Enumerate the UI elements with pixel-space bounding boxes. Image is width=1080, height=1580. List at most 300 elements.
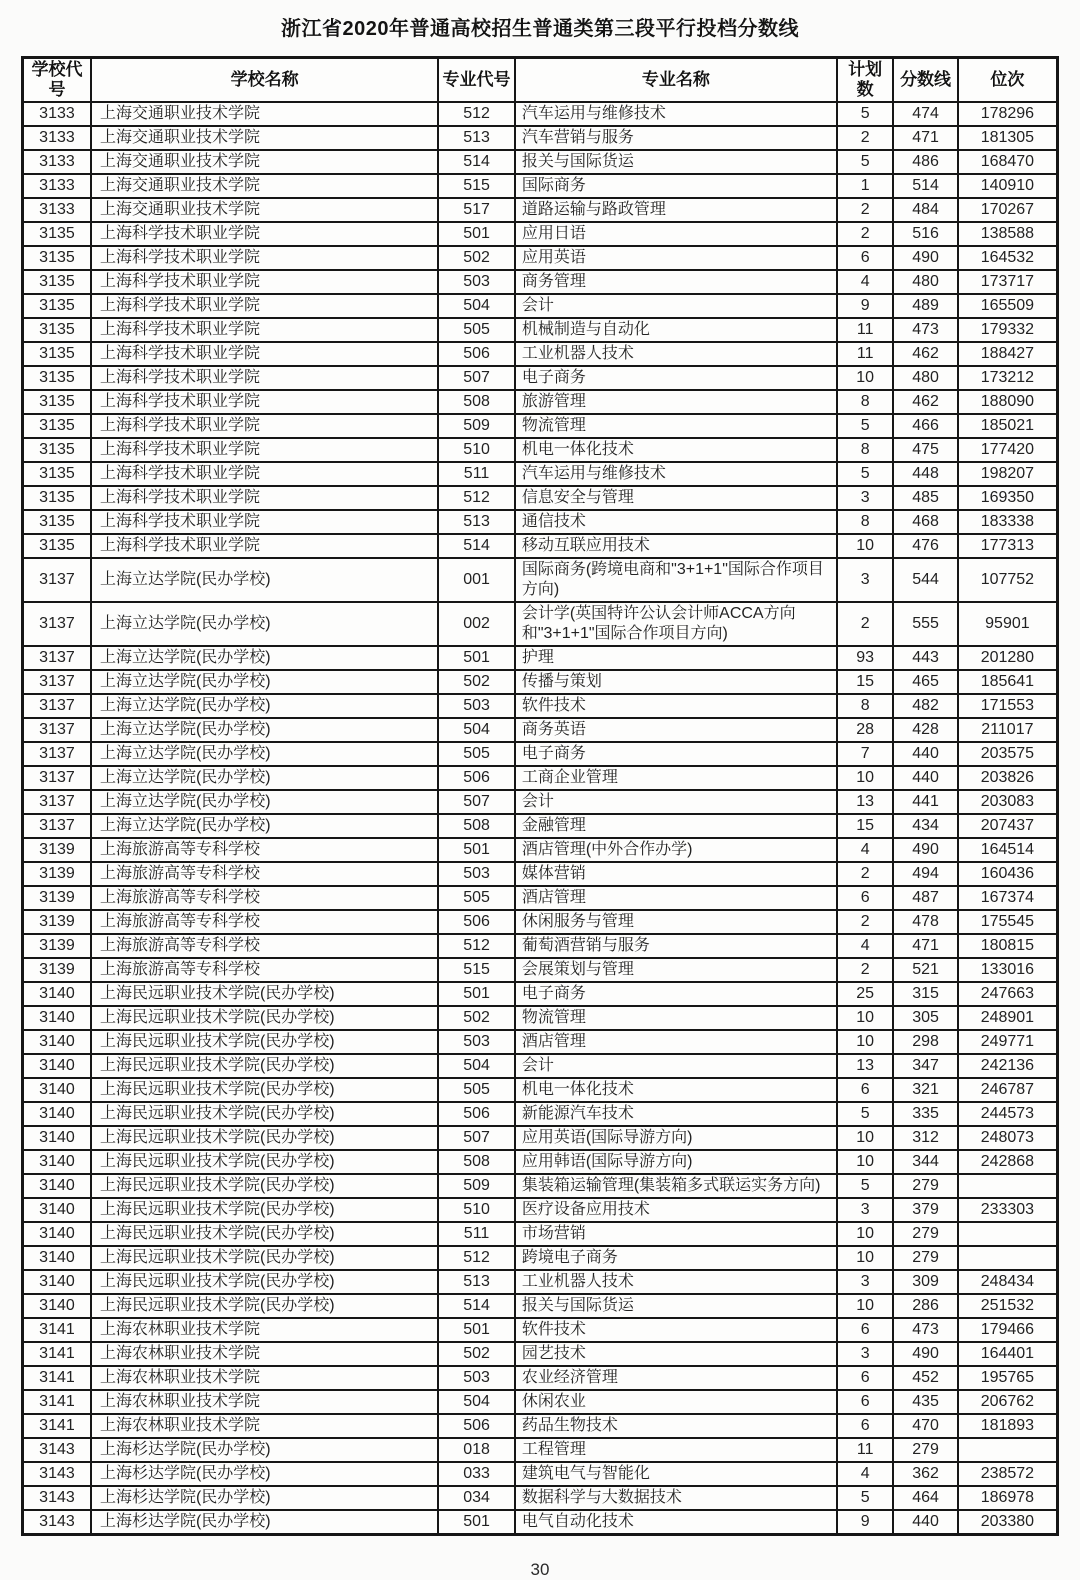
major_name-cell: 酒店管理(中外合作办学) [515,838,837,862]
score_line-cell: 480 [893,270,957,294]
school_code-cell: 3140 [23,1294,91,1318]
major_code-cell: 502 [438,1342,515,1366]
table-row [23,694,1058,718]
major_code-cell: 501 [438,982,515,1006]
score_line-cell: 465 [893,670,957,694]
score_line-cell: 475 [893,438,957,462]
school_name-cell: 上海民远职业技术学院(民办学校) [91,1030,438,1054]
major_name-cell: 电子商务 [515,742,837,766]
table-row [23,534,1058,558]
school_code-cell: 3143 [23,1486,91,1510]
school_code-cell: 3139 [23,934,91,958]
school_name-cell: 上海杉达学院(民办学校) [91,1438,438,1462]
score_line-cell: 466 [893,414,957,438]
school_name-cell: 上海立达学院(民办学校) [91,790,438,814]
school_code-cell: 3140 [23,1030,91,1054]
school_name-cell: 上海杉达学院(民办学校) [91,1462,438,1486]
plan_count-cell: 3 [837,558,893,602]
major_code-cell: 033 [438,1462,515,1486]
table-row [23,366,1058,390]
school_code-cell: 3137 [23,646,91,670]
plan_count-cell: 9 [837,1510,893,1535]
school_name-cell: 上海民远职业技术学院(民办学校) [91,982,438,1006]
school_name-cell: 上海科学技术职业学院 [91,318,438,342]
plan_count-cell: 10 [837,766,893,790]
rank-cell: 248901 [958,1006,1058,1030]
school_name-cell: 上海交通职业技术学院 [91,150,438,174]
school_name-cell: 上海农林职业技术学院 [91,1318,438,1342]
major_code-cell: 512 [438,934,515,958]
table-row [23,126,1058,150]
rank-cell [958,1438,1058,1462]
score_line-cell: 494 [893,862,957,886]
major_name-cell: 传播与策划 [515,670,837,694]
major_name-cell: 国际商务(跨境电商和"3+1+1"国际合作项目方向) [515,558,837,602]
plan_count-cell: 11 [837,318,893,342]
school_code-cell: 3139 [23,862,91,886]
table-row [23,790,1058,814]
rank-cell: 242868 [958,1150,1058,1174]
plan_count-cell: 10 [837,1222,893,1246]
major_code-cell: 513 [438,1270,515,1294]
school_code-cell: 3137 [23,718,91,742]
school_name-cell: 上海交通职业技术学院 [91,126,438,150]
school_code-cell: 3140 [23,1006,91,1030]
major_code-cell: 501 [438,646,515,670]
plan_count-cell: 93 [837,646,893,670]
major_code-cell: 511 [438,1222,515,1246]
plan_count-cell: 2 [837,958,893,982]
rank-cell: 183338 [958,510,1058,534]
rank-cell: 165509 [958,294,1058,318]
major_name-cell: 会计 [515,294,837,318]
table-row [23,294,1058,318]
school_code-cell: 3139 [23,910,91,934]
school_code-cell: 3135 [23,318,91,342]
plan_count-cell: 15 [837,814,893,838]
table-row [23,1390,1058,1414]
school_name-cell: 上海立达学院(民办学校) [91,670,438,694]
table-row [23,1510,1058,1535]
rank-cell: 206762 [958,1390,1058,1414]
plan_count-cell: 10 [837,534,893,558]
table-row [23,1342,1058,1366]
major_code-cell: 505 [438,742,515,766]
school_code-cell: 3133 [23,174,91,198]
school_name-cell: 上海杉达学院(民办学校) [91,1486,438,1510]
score_line-cell: 514 [893,174,957,198]
rank-cell: 188427 [958,342,1058,366]
major_name-cell: 电子商务 [515,982,837,1006]
plan_count-cell: 8 [837,510,893,534]
plan_count-cell: 2 [837,602,893,646]
major_name-cell: 旅游管理 [515,390,837,414]
table-row [23,1102,1058,1126]
rank-cell: 246787 [958,1078,1058,1102]
major_name-cell: 移动互联应用技术 [515,534,837,558]
plan_count-cell: 10 [837,1030,893,1054]
rank-cell: 181893 [958,1414,1058,1438]
rank-cell: 179466 [958,1318,1058,1342]
score_line-cell: 471 [893,126,957,150]
score_line-cell: 279 [893,1222,957,1246]
table-row [23,1366,1058,1390]
school_name-cell: 上海立达学院(民办学校) [91,602,438,646]
major_code-cell: 504 [438,1054,515,1078]
school_code-cell: 3135 [23,414,91,438]
major_code-cell: 502 [438,670,515,694]
school_code-cell: 3141 [23,1390,91,1414]
school_code-cell: 3140 [23,1270,91,1294]
table-row [23,342,1058,366]
score_line-cell: 490 [893,246,957,270]
school_code-cell: 3135 [23,510,91,534]
school_name-cell: 上海民远职业技术学院(民办学校) [91,1006,438,1030]
score_line-cell: 544 [893,558,957,602]
major_code-cell: 506 [438,1414,515,1438]
school_code-cell: 3141 [23,1342,91,1366]
school_name-cell: 上海立达学院(民办学校) [91,646,438,670]
school_name-cell: 上海民远职业技术学院(民办学校) [91,1246,438,1270]
school_name-cell: 上海科学技术职业学院 [91,438,438,462]
score-table [21,56,1059,1536]
school_code-cell: 3135 [23,390,91,414]
major_code-cell: 504 [438,294,515,318]
major_code-cell: 502 [438,246,515,270]
school_code-cell: 3137 [23,558,91,602]
rank-cell: 107752 [958,558,1058,602]
plan_count-cell: 3 [837,1270,893,1294]
table-row [23,270,1058,294]
table-row [23,318,1058,342]
table-row [23,1270,1058,1294]
school_code-cell: 3140 [23,1246,91,1270]
major_name-cell: 电子商务 [515,366,837,390]
major_code-cell: 517 [438,198,515,222]
score_line-cell: 490 [893,1342,957,1366]
plan_count-cell: 5 [837,150,893,174]
school_name-cell: 上海民远职业技术学院(民办学校) [91,1270,438,1294]
table-row [23,1174,1058,1198]
score_line-cell: 321 [893,1078,957,1102]
school_code-cell: 3135 [23,342,91,366]
plan_count-cell: 8 [837,390,893,414]
rank-cell: 251532 [958,1294,1058,1318]
school_code-cell: 3139 [23,886,91,910]
page-number: 30 [530,1560,550,1579]
table-row [23,1246,1058,1270]
school_name-cell: 上海农林职业技术学院 [91,1366,438,1390]
rank-cell: 181305 [958,126,1058,150]
major_name-cell: 跨境电子商务 [515,1246,837,1270]
rank-cell: 160436 [958,862,1058,886]
score_line-cell: 476 [893,534,957,558]
school_name-cell: 上海立达学院(民办学校) [91,742,438,766]
major_code-cell: 503 [438,862,515,886]
school_name-cell: 上海民远职业技术学院(民办学校) [91,1054,438,1078]
rank-cell: 175545 [958,910,1058,934]
school_code-cell: 3140 [23,1222,91,1246]
major_name-cell: 护理 [515,646,837,670]
plan_count-cell: 10 [837,366,893,390]
column-header-school_code: 学校代号 [23,58,91,103]
major_name-cell: 汽车运用与维修技术 [515,102,837,126]
school_code-cell: 3137 [23,670,91,694]
major_code-cell: 504 [438,718,515,742]
table-header-row [23,58,1058,103]
major_code-cell: 505 [438,318,515,342]
major_name-cell: 应用英语(国际导游方向) [515,1126,837,1150]
score_line-cell: 315 [893,982,957,1006]
score_line-cell: 489 [893,294,957,318]
score_line-cell: 347 [893,1054,957,1078]
table-row [23,174,1058,198]
school_name-cell: 上海民远职业技术学院(民办学校) [91,1174,438,1198]
major_code-cell: 506 [438,342,515,366]
school_name-cell: 上海民远职业技术学院(民办学校) [91,1078,438,1102]
school_name-cell: 上海科学技术职业学院 [91,222,438,246]
rank-cell: 164532 [958,246,1058,270]
score_line-cell: 473 [893,318,957,342]
score_line-cell: 312 [893,1126,957,1150]
major_code-cell: 503 [438,694,515,718]
plan_count-cell: 15 [837,670,893,694]
major_name-cell: 葡萄酒营销与服务 [515,934,837,958]
school_name-cell: 上海民远职业技术学院(民办学校) [91,1198,438,1222]
major_name-cell: 报关与国际货运 [515,1294,837,1318]
plan_count-cell: 2 [837,910,893,934]
major_code-cell: 508 [438,1150,515,1174]
major_name-cell: 媒体营销 [515,862,837,886]
rank-cell: 211017 [958,718,1058,742]
plan_count-cell: 6 [837,246,893,270]
major_code-cell: 514 [438,150,515,174]
plan_count-cell: 5 [837,414,893,438]
plan_count-cell: 3 [837,1342,893,1366]
plan_count-cell: 10 [837,1294,893,1318]
plan_count-cell: 6 [837,1078,893,1102]
score_line-cell: 490 [893,838,957,862]
school_code-cell: 3133 [23,126,91,150]
plan_count-cell: 8 [837,438,893,462]
plan_count-cell: 9 [837,294,893,318]
plan_count-cell: 2 [837,126,893,150]
major_code-cell: 514 [438,534,515,558]
major_code-cell: 503 [438,1366,515,1390]
major_code-cell: 515 [438,958,515,982]
major_name-cell: 会展策划与管理 [515,958,837,982]
score_line-cell: 344 [893,1150,957,1174]
plan_count-cell: 5 [837,1486,893,1510]
school_name-cell: 上海交通职业技术学院 [91,174,438,198]
major_code-cell: 509 [438,1174,515,1198]
rank-cell: 247663 [958,982,1058,1006]
rank-cell: 201280 [958,646,1058,670]
school_code-cell: 3141 [23,1318,91,1342]
rank-cell: 164514 [958,838,1058,862]
school_name-cell: 上海旅游高等专科学校 [91,934,438,958]
plan_count-cell: 2 [837,862,893,886]
major_name-cell: 道路运输与路政管理 [515,198,837,222]
major_code-cell: 507 [438,1126,515,1150]
rank-cell: 179332 [958,318,1058,342]
major_name-cell: 机械制造与自动化 [515,318,837,342]
rank-cell: 180815 [958,934,1058,958]
school_code-cell: 3135 [23,486,91,510]
school_code-cell: 3135 [23,246,91,270]
rank-cell [958,1174,1058,1198]
table-row [23,1486,1058,1510]
rank-cell: 248073 [958,1126,1058,1150]
rank-cell: 185021 [958,414,1058,438]
plan_count-cell: 6 [837,1318,893,1342]
school_name-cell: 上海科学技术职业学院 [91,390,438,414]
plan_count-cell: 7 [837,742,893,766]
table-row [23,814,1058,838]
plan_count-cell: 10 [837,1150,893,1174]
major_name-cell: 园艺技术 [515,1342,837,1366]
score_line-cell: 434 [893,814,957,838]
score_line-cell: 448 [893,462,957,486]
major_name-cell: 应用韩语(国际导游方向) [515,1150,837,1174]
school_name-cell: 上海立达学院(民办学校) [91,814,438,838]
plan_count-cell: 5 [837,1174,893,1198]
table-row [23,390,1058,414]
table-row [23,602,1058,646]
table-body [23,102,1058,1535]
rank-cell: 242136 [958,1054,1058,1078]
score_line-cell: 335 [893,1102,957,1126]
major_code-cell: 510 [438,438,515,462]
plan_count-cell: 25 [837,982,893,1006]
major_code-cell: 513 [438,126,515,150]
major_code-cell: 503 [438,270,515,294]
table-row [23,1438,1058,1462]
column-header-major_name: 专业名称 [515,58,837,103]
school_code-cell: 3140 [23,1174,91,1198]
major_name-cell: 休闲农业 [515,1390,837,1414]
major_code-cell: 034 [438,1486,515,1510]
rank-cell: 171553 [958,694,1058,718]
major_name-cell: 信息安全与管理 [515,486,837,510]
plan_count-cell: 6 [837,886,893,910]
school_code-cell: 3143 [23,1462,91,1486]
score_line-cell: 480 [893,366,957,390]
major_name-cell: 通信技术 [515,510,837,534]
school_code-cell: 3140 [23,1078,91,1102]
score_line-cell: 305 [893,1006,957,1030]
score_line-cell: 555 [893,602,957,646]
major_name-cell: 休闲服务与管理 [515,910,837,934]
major_code-cell: 511 [438,462,515,486]
plan_count-cell: 11 [837,342,893,366]
school_name-cell: 上海农林职业技术学院 [91,1390,438,1414]
plan_count-cell: 6 [837,1414,893,1438]
plan_count-cell: 3 [837,486,893,510]
table-row [23,1006,1058,1030]
table-row [23,438,1058,462]
table-row [23,150,1058,174]
plan_count-cell: 10 [837,1006,893,1030]
plan_count-cell: 10 [837,1246,893,1270]
school_name-cell: 上海科学技术职业学院 [91,486,438,510]
school_code-cell: 3140 [23,1198,91,1222]
school_name-cell: 上海农林职业技术学院 [91,1342,438,1366]
table-row [23,982,1058,1006]
major_name-cell: 物流管理 [515,414,837,438]
table-row [23,670,1058,694]
score_line-cell: 485 [893,486,957,510]
school_name-cell: 上海旅游高等专科学校 [91,862,438,886]
score_line-cell: 482 [893,694,957,718]
major_name-cell: 建筑电气与智能化 [515,1462,837,1486]
major_code-cell: 506 [438,910,515,934]
table-row [23,462,1058,486]
school_name-cell: 上海民远职业技术学院(民办学校) [91,1150,438,1174]
rank-cell: 185641 [958,670,1058,694]
score_line-cell: 428 [893,718,957,742]
table-row [23,1318,1058,1342]
plan_count-cell: 13 [837,1054,893,1078]
school_code-cell: 3135 [23,534,91,558]
plan_count-cell: 4 [837,934,893,958]
school_code-cell: 3135 [23,462,91,486]
school_code-cell: 3140 [23,982,91,1006]
major_name-cell: 酒店管理 [515,886,837,910]
rank-cell [958,1246,1058,1270]
score_line-cell: 462 [893,342,957,366]
school_code-cell: 3140 [23,1102,91,1126]
plan_count-cell: 5 [837,1102,893,1126]
score_line-cell: 440 [893,742,957,766]
rank-cell: 186978 [958,1486,1058,1510]
column-header-major_code: 专业代号 [438,58,515,103]
school_name-cell: 上海旅游高等专科学校 [91,958,438,982]
score_line-cell: 286 [893,1294,957,1318]
major_name-cell: 工商企业管理 [515,766,837,790]
major_name-cell: 软件技术 [515,694,837,718]
school_name-cell: 上海立达学院(民办学校) [91,766,438,790]
rank-cell: 167374 [958,886,1058,910]
rank-cell: 178296 [958,102,1058,126]
rank-cell: 169350 [958,486,1058,510]
major_name-cell: 国际商务 [515,174,837,198]
major_code-cell: 503 [438,1030,515,1054]
rank-cell: 173717 [958,270,1058,294]
table-row [23,558,1058,602]
major_name-cell: 医疗设备应用技术 [515,1198,837,1222]
school_name-cell: 上海农林职业技术学院 [91,1414,438,1438]
score_line-cell: 473 [893,1318,957,1342]
major_name-cell: 工程管理 [515,1438,837,1462]
major_name-cell: 金融管理 [515,814,837,838]
table-row [23,222,1058,246]
school_code-cell: 3135 [23,366,91,390]
school_code-cell: 3140 [23,1054,91,1078]
major_code-cell: 501 [438,1510,515,1535]
major_name-cell: 商务英语 [515,718,837,742]
plan_count-cell: 28 [837,718,893,742]
school_name-cell: 上海科学技术职业学院 [91,534,438,558]
table-row [23,862,1058,886]
school_code-cell: 3140 [23,1150,91,1174]
school_code-cell: 3141 [23,1414,91,1438]
school_code-cell: 3135 [23,294,91,318]
major_code-cell: 507 [438,366,515,390]
rank-cell: 188090 [958,390,1058,414]
table-row [23,718,1058,742]
plan_count-cell: 4 [837,270,893,294]
